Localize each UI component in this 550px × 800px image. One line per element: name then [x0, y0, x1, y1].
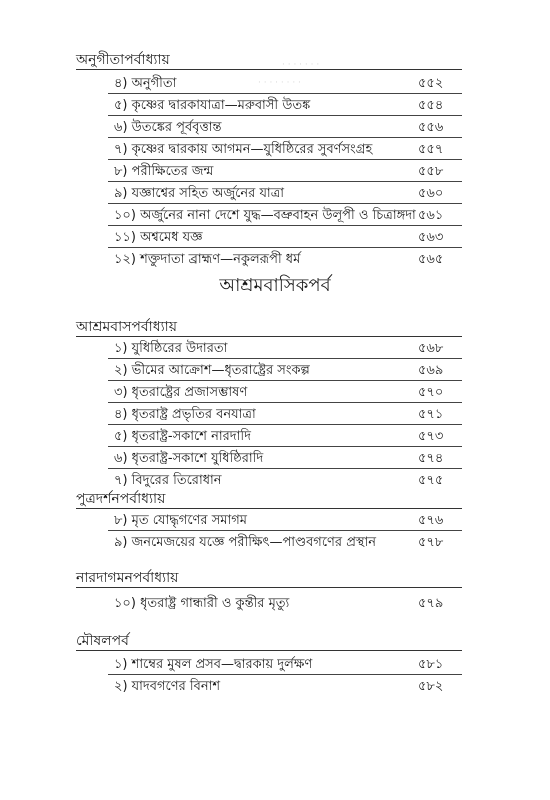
entry-title: ১১) অশ্বমেধ যজ্ঞ — [114, 230, 203, 245]
entry-page-number: ৫৫৬ — [418, 120, 444, 135]
entry-rule — [108, 159, 462, 160]
entry-page-number: ৫৬৯ — [418, 363, 444, 378]
entry-page-number: ৫৮২ — [418, 679, 444, 694]
toc-entry — [108, 73, 462, 94]
entry-page-number: ৫৫৪ — [418, 98, 444, 113]
entry-page-number: ৫৭৩ — [418, 429, 444, 444]
entry-title: ৪) অনুগীতা — [114, 76, 177, 91]
toc-entry — [108, 404, 462, 425]
entry-rule — [108, 674, 462, 675]
entry-rule — [108, 530, 462, 531]
section-heading-rule — [76, 336, 462, 337]
entry-page-number: ৫৫২ — [418, 76, 444, 91]
entry-title: ২) ভীমের আক্রোশ—ধৃতরাষ্ট্রের সংকল্প — [114, 363, 310, 378]
entry-title: ১০) অর্জুনের নানা দেশে যুদ্ধ—বভ্রুবাহন উলূপী ও চিত্রাঙ্গদা — [114, 208, 416, 223]
entry-rule — [108, 137, 462, 138]
toc-entry — [108, 676, 462, 697]
toc-entry — [108, 470, 462, 491]
toc-entry — [108, 448, 462, 469]
entry-rule — [108, 181, 462, 182]
entry-page-number: ৫৭৫ — [418, 473, 444, 488]
entry-title: ৭) কৃষ্ণের দ্বারকায় আগমন—যুধিষ্ঠিরের সুবর্ণসংগ্রহ — [114, 142, 373, 157]
entry-rule — [108, 424, 462, 425]
toc-entry — [108, 139, 462, 160]
section-heading: পুত্রদর্শনপর্বাধ্যায় — [76, 491, 166, 507]
toc-entry — [108, 338, 462, 359]
entry-page-number: ৫৮১ — [418, 657, 444, 672]
entry-title: ৮) মৃত যোদ্ধৃগণের সমাগম — [114, 513, 248, 528]
entry-page-number: ৫৬০ — [418, 186, 444, 201]
section-heading-rule — [76, 587, 462, 588]
toc-entry — [108, 117, 462, 138]
entry-title: ২) যাদবগণের বিনাশ — [114, 679, 221, 694]
entry-rule — [108, 225, 462, 226]
toc-entry — [108, 249, 462, 270]
entry-title: ৮) পরীক্ষিতের জন্ম — [114, 164, 214, 179]
entry-rule — [108, 358, 462, 359]
section-heading-rule — [76, 650, 462, 651]
toc-entry — [108, 382, 462, 403]
entry-title: ৯) জনমেজয়ের যজ্ঞে পরীক্ষিৎ—পাণ্ডবগণের প্রস্থান — [114, 535, 377, 550]
entry-page-number: ৫৬৮ — [418, 341, 444, 356]
entry-page-number: ৫৭৯ — [418, 596, 444, 611]
entry-page-number: ৫৬৩ — [418, 230, 444, 245]
section-heading: নারদাগমনপর্বাধ্যায় — [76, 570, 179, 586]
entry-title: ৩) ধৃতরাষ্ট্রের প্রজাসম্ভাষণ — [114, 385, 248, 400]
entry-page-number: ৫৭০ — [418, 385, 444, 400]
entry-rule — [108, 203, 462, 204]
entry-rule — [108, 468, 462, 469]
part-title: আশ্রমবাসিকপর্ব — [219, 275, 331, 296]
entry-title: ১) যুধিষ্ঠিরের উদারতা — [114, 341, 228, 356]
section-heading: আশ্রমবাসপর্বাধ্যায় — [76, 319, 177, 335]
toc-entry — [108, 654, 462, 675]
entry-title: ৭) বিদুরের তিরোধান — [114, 473, 222, 488]
entry-rule — [108, 380, 462, 381]
entry-title: ৪) ধৃতরাষ্ট্র প্রভৃতির বনযাত্রা — [114, 407, 256, 422]
entry-page-number: ৫৭৪ — [418, 451, 444, 466]
entry-rule — [108, 247, 462, 248]
toc-entry — [108, 510, 462, 531]
entry-page-number: ৫৫৮ — [418, 164, 444, 179]
toc-entry — [108, 161, 462, 182]
section-heading-rule — [76, 508, 462, 509]
entry-title: ৯) যজ্ঞাশ্বের সহিত অর্জুনের যাত্রা — [114, 186, 285, 201]
toc-entry — [108, 360, 462, 381]
entry-rule — [108, 402, 462, 403]
entry-page-number: ৫৭১ — [418, 407, 444, 422]
entry-page-number: ৫৬৫ — [418, 252, 444, 267]
toc-entry — [108, 426, 462, 447]
toc-entry — [108, 593, 462, 614]
entry-title: ১০) ধৃতরাষ্ট্র গান্ধারী ও কুন্তীর মৃত্যু — [114, 596, 290, 611]
toc-entry — [108, 227, 462, 248]
entry-page-number: ৫৭৬ — [418, 513, 444, 528]
entry-page-number: ৫৬১ — [418, 208, 444, 223]
entry-title: ১২) শক্তুদাতা ব্রাহ্মণ—নকুলরূপী ধর্ম — [114, 252, 301, 267]
toc-entry — [108, 532, 462, 553]
entry-rule — [108, 115, 462, 116]
toc-entry — [108, 95, 462, 116]
entry-page-number: ৫৫৭ — [418, 142, 444, 157]
entry-title: ৫) ধৃতরাষ্ট্র-সকাশে নারদাদি — [114, 429, 251, 444]
toc-entry — [108, 183, 462, 204]
entry-rule — [108, 446, 462, 447]
toc-entry — [108, 205, 462, 226]
entry-rule — [108, 93, 462, 94]
bleed-through-mark: · · · · · · · · — [258, 78, 301, 88]
entry-title: ৬) ধৃতরাষ্ট্র-সকাশে যুধিষ্ঠিরাদি — [114, 451, 264, 466]
bleed-through-mark: · · · · · · · — [282, 60, 320, 70]
section-heading: অনুগীতাপর্বাধ্যায় — [76, 52, 170, 68]
entry-page-number: ৫৭৮ — [418, 535, 444, 550]
entry-title: ৫) কৃষ্ণের দ্বারকাযাত্রা—মরুবাসী উতঙ্ক — [114, 98, 311, 113]
section-heading: মৌষলপর্ব — [76, 633, 129, 649]
section-heading-rule — [76, 69, 462, 70]
entry-title: ৬) উতঙ্কের পূর্ববৃত্তান্ত — [114, 120, 222, 135]
entry-title: ১) শাম্বের মুষল প্রসব—দ্বারকায় দুর্লক্ষণ — [114, 657, 313, 672]
